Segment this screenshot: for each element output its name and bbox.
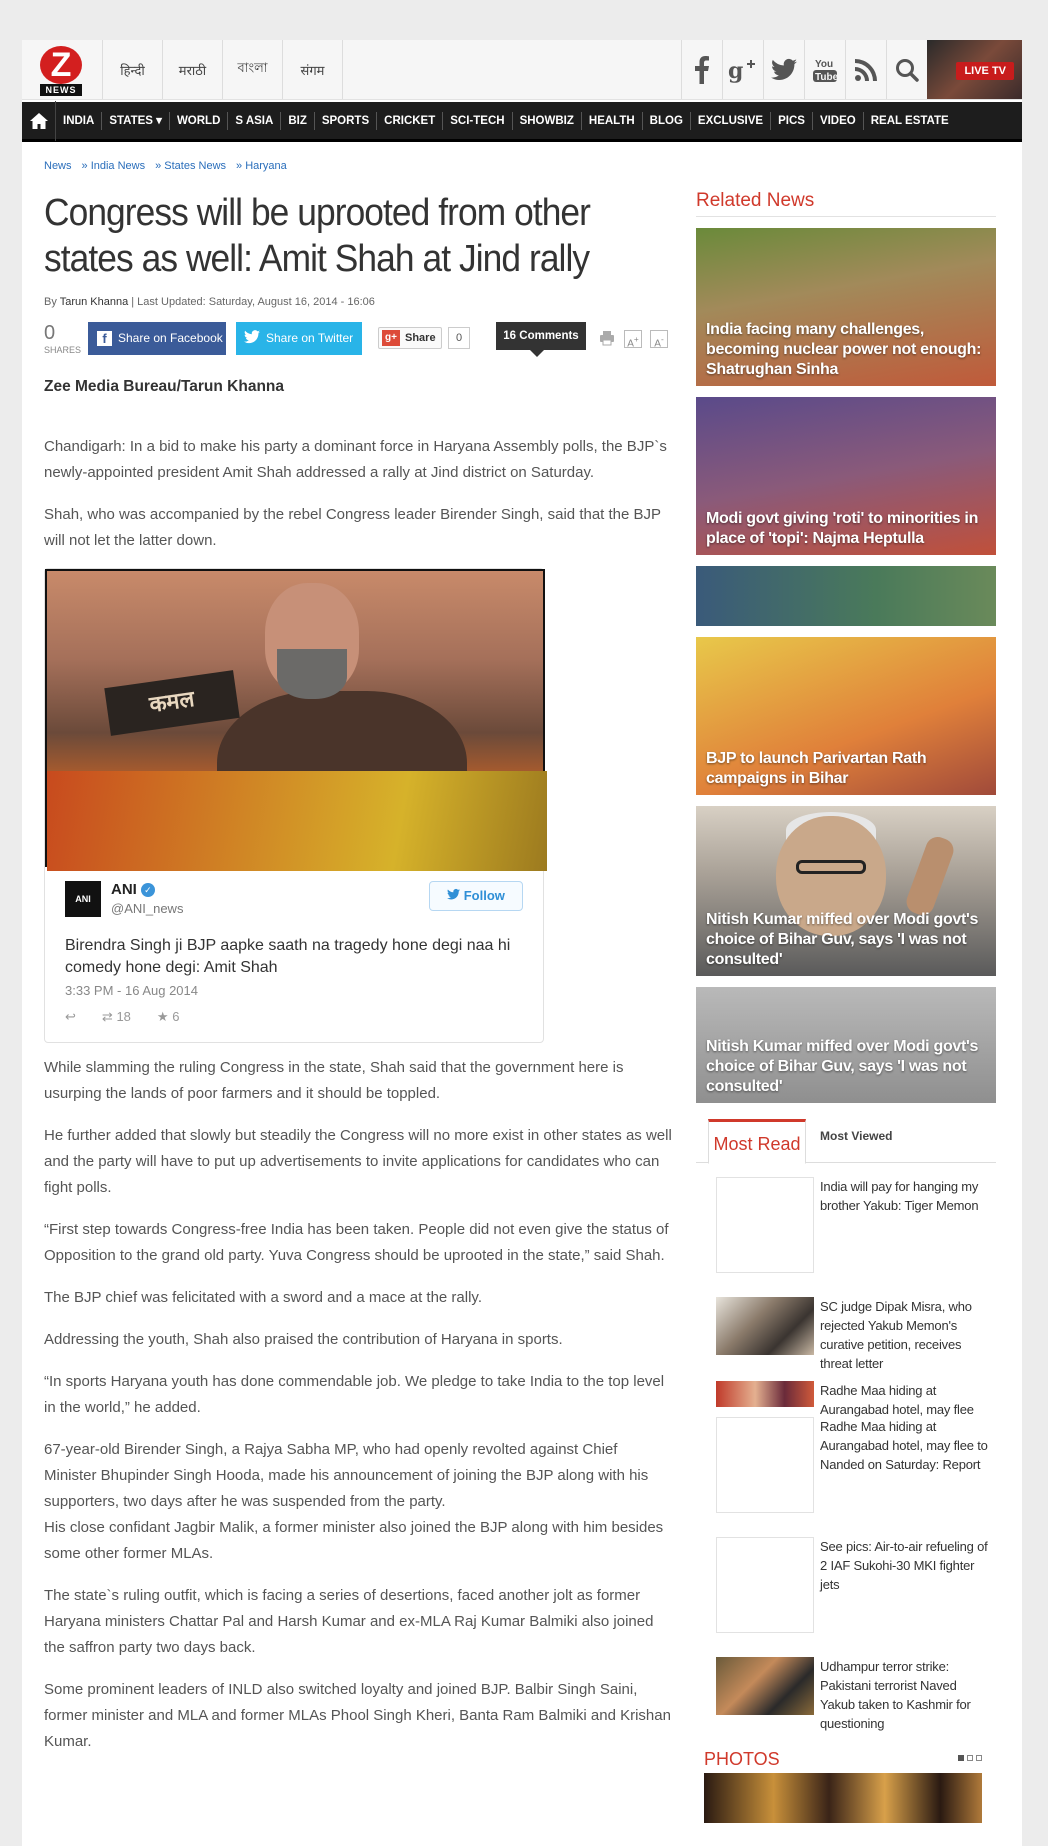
list-thumb	[716, 1657, 814, 1715]
search-icon[interactable]	[887, 40, 928, 99]
list-thumb	[716, 1297, 814, 1355]
lang-sangam[interactable]: संगम	[283, 40, 343, 99]
nav-blog[interactable]: BLOG	[643, 112, 691, 130]
lang-bangla[interactable]: বাংলা	[223, 40, 283, 99]
nav-states[interactable]: STATES ▾	[102, 112, 170, 130]
list-item[interactable]	[716, 1657, 996, 1735]
rss-icon[interactable]	[846, 40, 887, 99]
embedded-tweet	[44, 568, 544, 1043]
home-icon[interactable]	[22, 101, 56, 141]
carousel-dot[interactable]	[967, 1755, 973, 1761]
breadcrumb	[44, 160, 287, 172]
share-twitter-label: Share on Twitter	[266, 331, 354, 345]
paragraph: The state`s ruling outfit, which is facing a series of desertions, faced another jolt as former Haryana ministers Chattar Pal and Harsh Kumar and ex-MLA Raj Kumar Balmiki also joined the saffron party two days back.	[44, 1587, 654, 1656]
list-thumb	[716, 1381, 814, 1407]
verified-icon: ✓	[141, 883, 155, 897]
paragraph: The BJP chief was felicitated with a sword and a mace at the rally.	[44, 1289, 482, 1306]
breadcrumb-states-news[interactable]: » States News	[155, 160, 227, 172]
paragraph: Shah, who was accompanied by the rebel Congress leader Birender Singh, said that the BJP will not let the latter down.	[44, 506, 661, 549]
breadcrumb-news[interactable]: News	[44, 160, 72, 172]
favorite-count: 6	[172, 1009, 180, 1024]
list-thumb	[716, 1537, 814, 1633]
tweet-timestamp[interactable]: 3:33 PM - 16 Aug 2014	[65, 983, 198, 998]
zee-news-logo[interactable]	[40, 46, 82, 96]
nav-biz[interactable]: BIZ	[281, 112, 315, 130]
font-increase-icon[interactable]: A+	[624, 330, 642, 348]
share-bar	[44, 322, 672, 368]
star-icon: ★	[156, 1009, 169, 1024]
tweet-author-name: ANI	[111, 881, 137, 898]
list-thumb	[716, 1417, 814, 1513]
paragraph: While slamming the ruling Congress in the state, Shah said that the government here is usurping the lands of poor farmers and it should be toppled.	[44, 1059, 624, 1102]
list-item-title: India will pay for hanging my brother Yakub: Tiger Memon	[820, 1179, 979, 1213]
page	[22, 40, 1022, 1846]
list-item-title: Udhampur terror strike: Pakistani terrorist Naved Yakub taken to Kashmir for questioning	[820, 1659, 971, 1731]
related-card[interactable]	[696, 397, 996, 555]
svg-text:Tube: Tube	[815, 71, 839, 83]
article-lead: Zee Media Bureau/Tarun Khanna	[44, 378, 285, 395]
nav-sci-tech[interactable]: SCI-TECH	[443, 112, 512, 130]
most-tabs	[696, 1119, 996, 1163]
lang-hindi[interactable]: हिन्दी	[103, 40, 163, 99]
retweet-button[interactable]	[102, 1009, 131, 1025]
related-caption: Nitish Kumar miffed over Modi govt's choice of Bihar Guv, says 'I was not consulted'	[706, 1038, 979, 1095]
nav-exclusive[interactable]: EXCLUSIVE	[691, 112, 771, 130]
share-count-label: SHARES	[44, 345, 82, 355]
paragraph: Addressing the youth, Shah also praised the contribution of Haryana in sports.	[44, 1331, 563, 1348]
tweet-text: Birendra Singh ji BJP aapke saath na tragedy hone degi naa hi comedy hone degi: Amit Shah	[65, 937, 511, 976]
language-links	[102, 40, 343, 99]
logo-text: NEWS	[40, 84, 82, 96]
breadcrumb-haryana[interactable]: » Haryana	[236, 160, 287, 172]
share-google-button[interactable]	[378, 327, 442, 349]
article	[44, 190, 672, 1771]
paragraph: “First step towards Congress-free India has been taken. People did not even give the status of Opposition to the grand old party. Yuva Congress should be uprooted in the state,” said Shah.	[44, 1221, 669, 1264]
article-title: Congress will be uprooted from other states as well: Amit Shah at Jind rally	[44, 192, 590, 280]
google-plus-icon[interactable]	[723, 40, 764, 99]
list-item[interactable]	[716, 1381, 996, 1417]
nav-health[interactable]: HEALTH	[582, 112, 643, 130]
twitter-icon	[244, 330, 260, 348]
list-item[interactable]	[716, 1297, 996, 1375]
google-share-count: 0	[448, 327, 470, 349]
photo-sign: कमल	[104, 670, 239, 736]
related-card[interactable]	[696, 987, 996, 1103]
lang-marathi[interactable]: मराठी	[163, 40, 223, 99]
nav-s-asia[interactable]: S ASIA	[228, 112, 281, 130]
updated-date: | Last Updated: Saturday, August 16, 2014 - 16:06	[131, 296, 375, 308]
tweet-photo[interactable]	[45, 569, 545, 867]
follow-button[interactable]	[429, 881, 523, 911]
facebook-icon: f	[97, 331, 112, 346]
twitter-icon[interactable]	[764, 40, 805, 99]
comments-button[interactable]: 16 Comments	[496, 322, 586, 350]
follow-label: Follow	[463, 888, 505, 903]
print-icon[interactable]	[598, 330, 616, 348]
svg-text:g: g	[728, 57, 744, 84]
youtube-icon[interactable]	[805, 40, 846, 99]
nav-video[interactable]: VIDEO	[813, 112, 864, 130]
list-item-title: SC judge Dipak Misra, who rejected Yakub Memon's curative petition, receives threat letter	[820, 1299, 972, 1371]
related-card[interactable]	[696, 806, 996, 976]
paragraph: Some prominent leaders of INLD also switched loyalty and joined BJP. Balbir Singh Saini, former minister and MLA and former MLAs Phool Singh Kheri, Banta Ram Balmiki and Krishan Kumar.	[44, 1681, 671, 1750]
list-item-title: See pics: Air-to-air refueling of 2 IAF Sukohi-30 MKI fighter jets	[820, 1539, 988, 1592]
paragraph: 67-year-old Birender Singh, a Rajya Sabha MP, who had openly revolted against Chief Minister Bhupinder Singh Hooda, made his announcement of joining the BJP along with his supporters, two days after he was suspended from the party.	[44, 1441, 649, 1510]
share-facebook-button[interactable]	[88, 322, 226, 355]
carousel-dot[interactable]	[958, 1755, 964, 1761]
share-facebook-label: Share on Facebook	[118, 331, 223, 345]
nav-pics[interactable]: PICS	[771, 112, 813, 130]
paragraph: “In sports Haryana youth has done commendable job. We pledge to take India to the top level in the world,” he added.	[44, 1373, 665, 1416]
svg-text:You: You	[815, 58, 834, 70]
tab-most-viewed[interactable]: Most Viewed	[820, 1129, 893, 1143]
nav-sports[interactable]: SPORTS	[315, 112, 377, 130]
author-link[interactable]: Tarun Khanna	[59, 296, 129, 308]
list-item-title: Radhe Maa hiding at Aurangabad hotel, may flee to Nanded on Saturday: Report	[820, 1419, 988, 1472]
nav-showbiz[interactable]: SHOWBIZ	[513, 112, 582, 130]
font-decrease-icon[interactable]: A-	[650, 330, 668, 348]
photo-thumbnail[interactable]	[704, 1773, 982, 1823]
list-item[interactable]	[716, 1537, 996, 1637]
related-caption: BJP to launch Parivartan Rath campaigns in Bihar	[706, 750, 927, 787]
photo-podium	[47, 771, 547, 871]
carousel-dot[interactable]	[976, 1755, 982, 1761]
related-caption: India facing many challenges, becoming nuclear power not enough: Shatrughan Sinha	[706, 321, 982, 378]
live-tv-button[interactable]	[927, 40, 1022, 99]
related-card[interactable]	[696, 637, 996, 795]
reply-icon[interactable]: ↩	[65, 1009, 76, 1024]
list-item-title: Radhe Maa hiding at Aurangabad hotel, may flee	[820, 1383, 974, 1417]
paragraph: Chandigarh: In a bid to make his party a dominant force in Haryana Assembly polls, the BJP`s newly-appointed president Amit Shah addressed a rally at Jind district on Saturday.	[44, 438, 667, 481]
related-caption: Modi govt giving 'roti' to minorities in place of 'topi': Najma Heptulla	[706, 510, 979, 547]
logo-mark: Z	[40, 46, 82, 84]
breadcrumb-india-news[interactable]: » India News	[81, 160, 146, 172]
photos-title: PHOTOS	[704, 1749, 780, 1769]
nav-cricket[interactable]: CRICKET	[377, 112, 443, 130]
list-item[interactable]	[716, 1417, 996, 1517]
ani-avatar[interactable]: ANI	[65, 881, 101, 917]
tweet-actions	[65, 1009, 179, 1025]
share-google-label: Share	[405, 332, 436, 344]
related-caption: Nitish Kumar miffed over Modi govt's choice of Bihar Guv, says 'I was not consulted'	[706, 911, 979, 968]
photo-hand	[903, 834, 957, 919]
byline	[44, 296, 672, 308]
nav-real-estate[interactable]: REAL ESTATE	[870, 114, 949, 127]
top-bar	[22, 40, 1022, 100]
main-nav	[22, 102, 1022, 142]
paragraph: His close confidant Jagbir Malik, a former minister also joined the BJP along with him besides some other former MLAs.	[44, 1519, 664, 1562]
facebook-icon[interactable]	[682, 40, 723, 99]
paragraph: He further added that slowly but steadily the Congress will no more exist in other states as well and the party will have to put up advertisements to invite applications for candidates who can fight polls.	[44, 1127, 672, 1196]
byline-prefix: By	[44, 296, 57, 308]
share-count-number: 0	[44, 322, 56, 344]
google-plus-icon: g+	[382, 330, 400, 346]
photos-section	[696, 1749, 996, 1829]
share-count	[44, 322, 80, 355]
tweet-handle[interactable]: @ANI_news	[111, 901, 184, 916]
retweet-icon: ⇄	[101, 1009, 113, 1024]
twitter-icon	[447, 888, 464, 903]
related-card[interactable]	[696, 566, 996, 626]
photo-glasses	[796, 860, 866, 874]
carousel-dots[interactable]	[958, 1755, 982, 1761]
related-news-title: Related News	[696, 190, 996, 217]
retweet-count: 18	[116, 1009, 131, 1024]
related-card[interactable]	[696, 228, 996, 386]
list-item[interactable]	[716, 1177, 996, 1277]
share-twitter-button[interactable]	[236, 322, 362, 355]
favorite-button[interactable]	[157, 1009, 180, 1025]
tweet-author[interactable]	[111, 881, 155, 898]
sidebar	[696, 190, 996, 1829]
photo-beard	[277, 649, 347, 699]
live-tv-label: LIVE TV	[956, 62, 1014, 80]
tab-most-read[interactable]: Most Read	[708, 1119, 806, 1164]
nav-world[interactable]: WORLD	[170, 112, 228, 130]
social-links	[681, 40, 928, 99]
nav-india[interactable]: INDIA	[56, 112, 102, 130]
list-thumb	[716, 1177, 814, 1273]
